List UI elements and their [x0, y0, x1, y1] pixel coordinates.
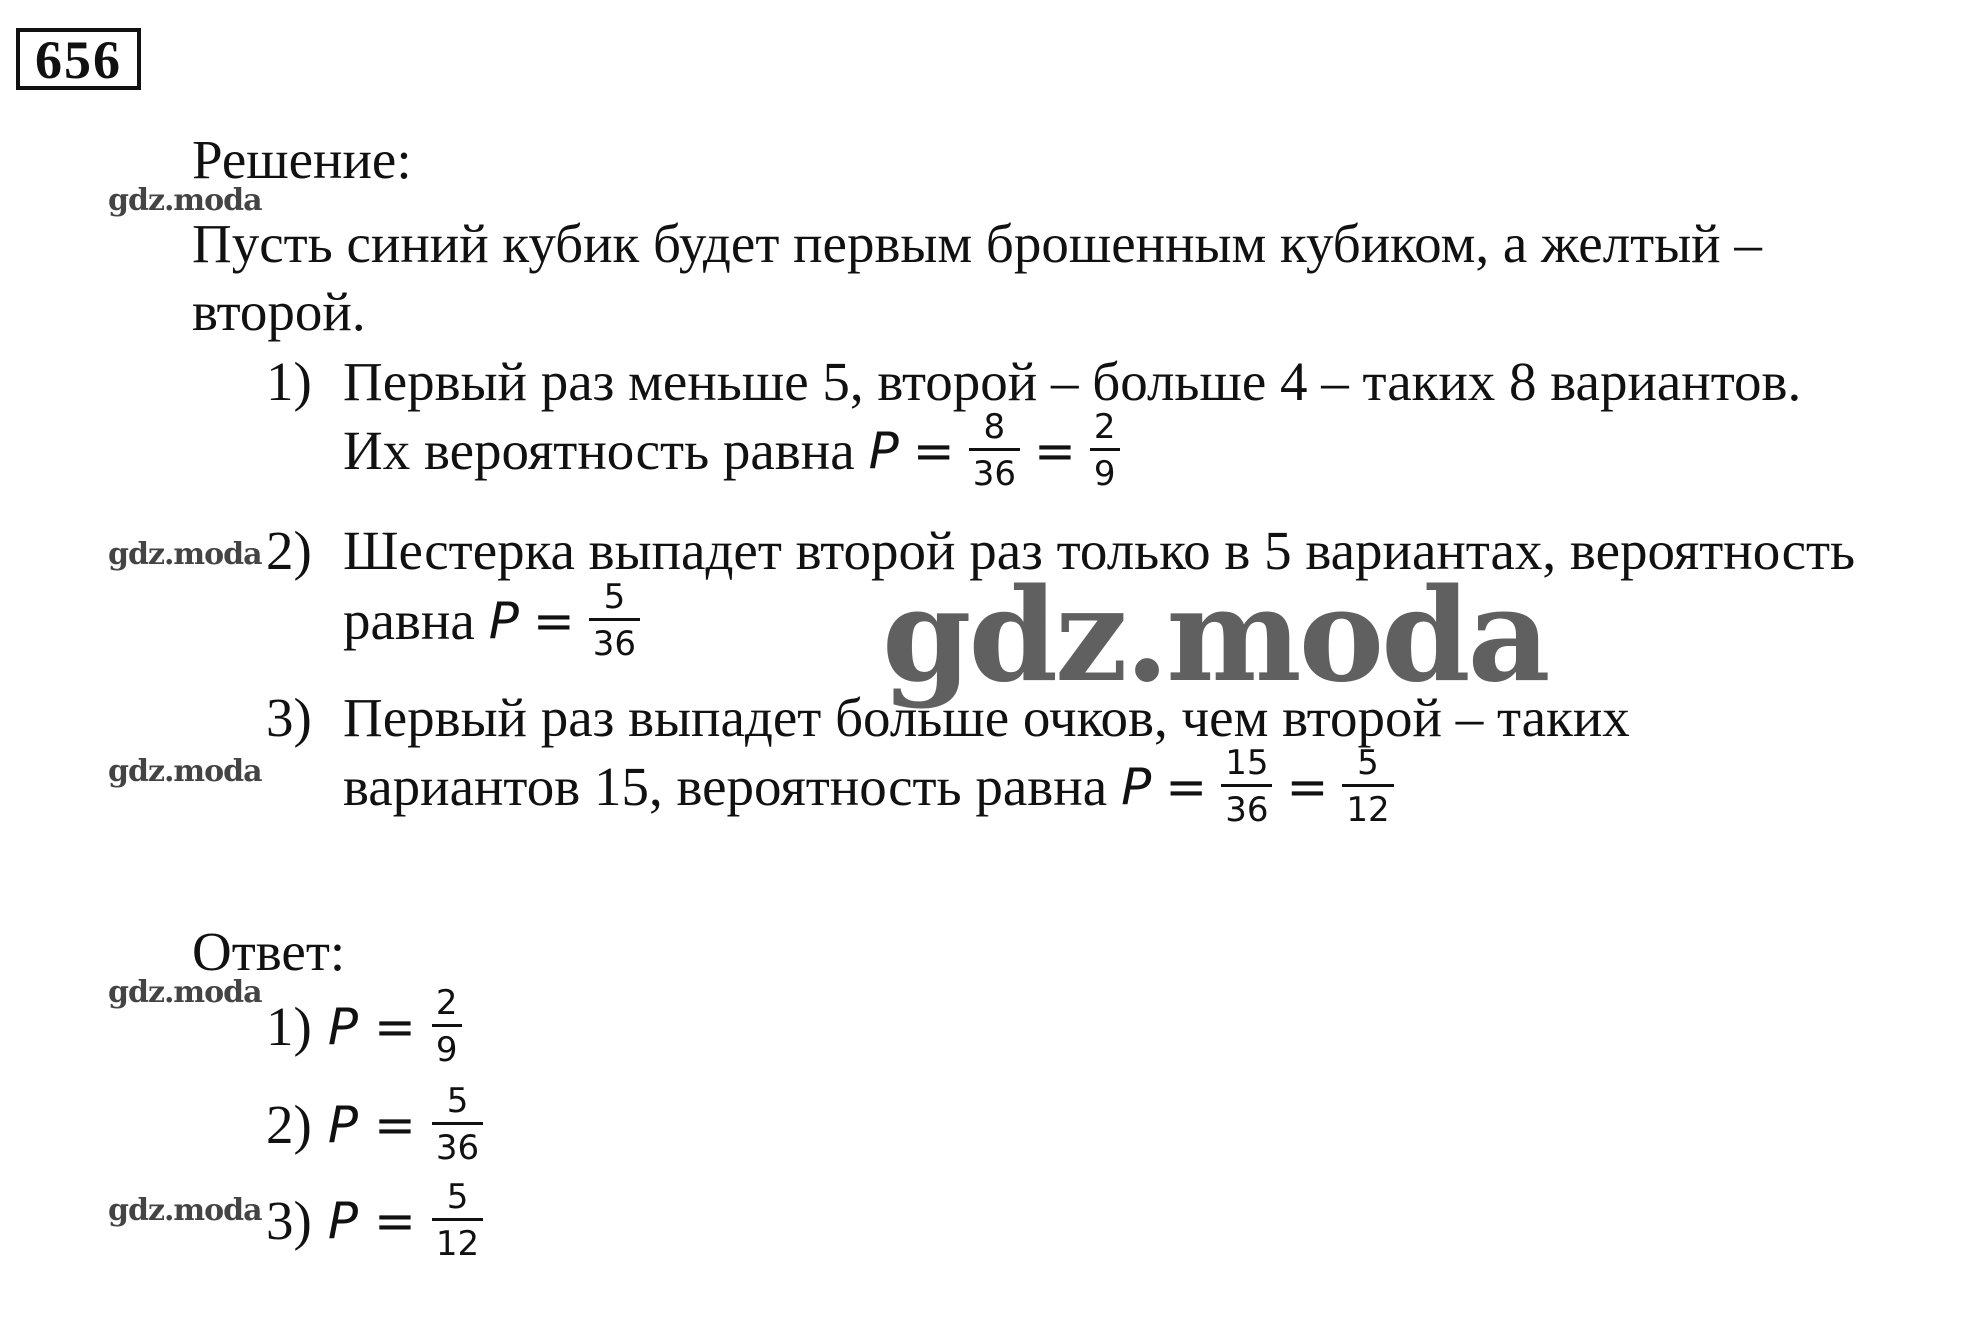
solution-heading: Решение:: [192, 129, 412, 190]
watermark: gdz.moda: [108, 975, 262, 1010]
item-text: Первый раз меньше 5, второй – больше 4 – таких 8 вариантов.: [343, 351, 1802, 412]
variable-p: P: [1121, 757, 1152, 816]
solution-intro: Пусть синий кубик будет первым брошенным кубиком, а желтый –: [192, 213, 1762, 274]
item-text: Их вероятность равна: [343, 420, 855, 481]
watermark-large: gdz.moda: [882, 561, 1548, 711]
item-marker: 2): [266, 520, 312, 581]
fraction: [432, 1081, 483, 1168]
answer-heading: Ответ:: [192, 921, 346, 982]
item-marker: 1): [266, 351, 312, 412]
item-text: вариантов 15, вероятность равна: [343, 756, 1108, 817]
item-marker: 3): [266, 1190, 312, 1251]
answer-item: [266, 983, 462, 1070]
fraction: [969, 407, 1020, 494]
item-text: Первый раз выпадет больше очков, чем второй – таких: [343, 687, 1630, 748]
item-text: равна: [343, 590, 475, 651]
fraction: [432, 983, 462, 1070]
watermark: gdz.moda: [108, 754, 262, 789]
answer-item: [266, 1177, 483, 1264]
denominator: 36: [592, 624, 637, 664]
fraction: [1342, 743, 1393, 830]
solution-intro-cont: второй.: [192, 281, 366, 342]
equals-sign: =: [1033, 421, 1076, 480]
watermark: gdz.moda: [108, 1193, 262, 1228]
numerator: 5: [589, 580, 640, 621]
fraction: [432, 1177, 483, 1264]
fraction: [1090, 407, 1120, 494]
variable-p: P: [868, 421, 899, 480]
item-marker: 2): [266, 1094, 312, 1155]
item-formula: [343, 577, 640, 664]
variable-p: P: [327, 997, 358, 1056]
item-marker: 3): [266, 687, 312, 748]
numerator: 8: [969, 410, 1020, 451]
item-text: Шестерка выпадет второй раз только в 5 вариантах, вероятность: [343, 520, 1856, 581]
numerator: 2: [1090, 410, 1120, 451]
equals-sign: =: [1286, 757, 1329, 816]
item-formula: [343, 407, 1120, 494]
denominator: 9: [435, 1030, 458, 1070]
fraction: [1221, 743, 1272, 830]
numerator: 5: [432, 1180, 483, 1221]
equals-sign: =: [373, 997, 416, 1056]
watermark: gdz.moda: [108, 183, 262, 218]
denominator: 36: [435, 1128, 480, 1168]
denominator: 36: [972, 454, 1016, 494]
numerator: 2: [432, 986, 462, 1027]
equals-sign: =: [373, 1095, 416, 1154]
answer-item: [266, 1081, 483, 1168]
equals-sign: =: [373, 1191, 416, 1250]
numerator: 5: [1342, 746, 1393, 787]
equals-sign: =: [1165, 757, 1208, 816]
denominator: 12: [1346, 790, 1390, 830]
item-marker: 1): [266, 996, 312, 1057]
denominator: 36: [1225, 790, 1269, 830]
numerator: 5: [432, 1084, 483, 1125]
variable-p: P: [327, 1191, 358, 1250]
equals-sign: =: [912, 421, 955, 480]
problem-number: 656: [16, 28, 141, 90]
numerator: 15: [1221, 746, 1272, 787]
denominator: 12: [435, 1224, 480, 1264]
item-formula: [343, 743, 1394, 830]
equals-sign: =: [532, 591, 575, 650]
fraction: [589, 577, 640, 664]
variable-p: P: [488, 591, 519, 650]
denominator: 9: [1093, 454, 1116, 494]
watermark: gdz.moda: [108, 537, 262, 572]
variable-p: P: [327, 1095, 358, 1154]
